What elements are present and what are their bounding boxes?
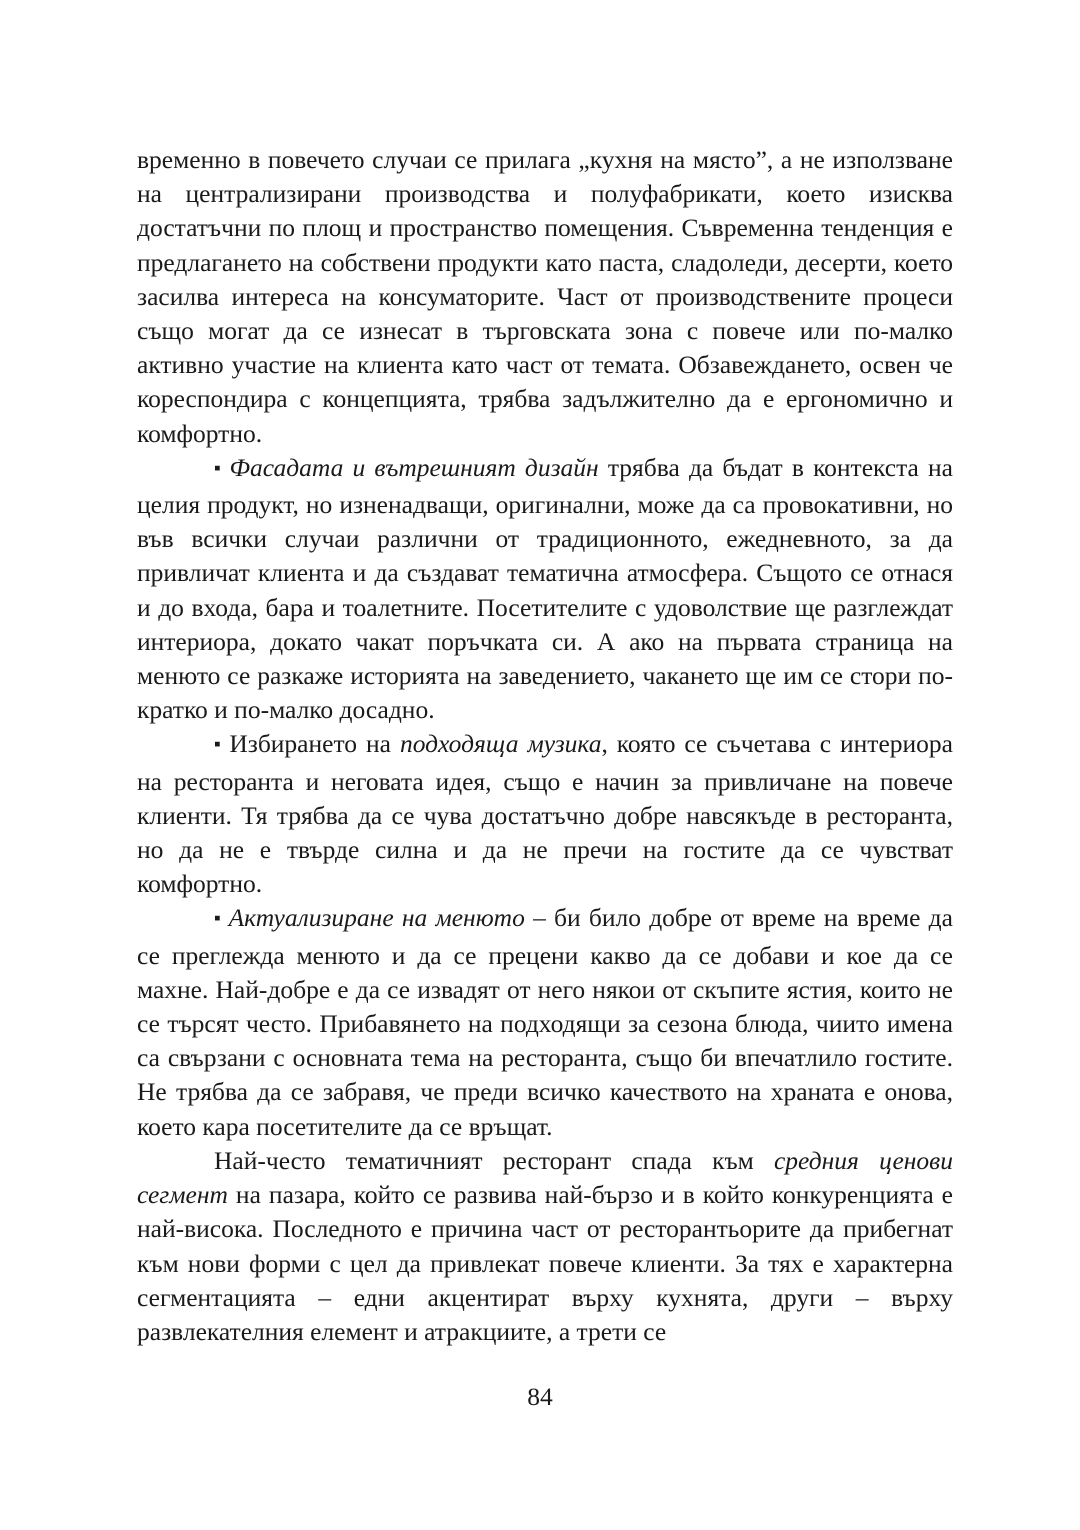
italic-term-facade: Фасадата и вътрешният дизайн bbox=[229, 452, 599, 482]
paragraph-music bbox=[137, 727, 953, 901]
paragraph-price-text-before: Най-често тематичният ресторант спада към bbox=[214, 1145, 774, 1175]
italic-term-music: подходяща музика bbox=[399, 729, 602, 759]
paragraph-price-text-after: на пазара, който се развива най-бързо и в който конкуренцията е най-висока. Последното е причина част от ресторантьорите да прибегнат към нови форми с цел да привлекат повече клиенти. За тях е характерна сегментацията – едни акцентират върху кухнята, други – върху развлекателния елемент и атракциите, а трети се bbox=[137, 1180, 953, 1346]
paragraph-price-segment bbox=[137, 1144, 953, 1349]
page-number: 84 bbox=[527, 1382, 553, 1411]
bullet-marker: ▪ bbox=[214, 908, 223, 930]
paragraph-music-text-after: , която се съчетава с интериора на ресторанта и неговата идея, също е начин за привличане на повече клиенти. Тя трябва да се чува достатъчно добре навсякъде в ресторанта, но да не е твърде силна и да не пречи на гостите да се чувстват комфортно. bbox=[137, 729, 953, 899]
bullet-marker: ▪ bbox=[214, 734, 224, 756]
paragraph-music-text-before: Избирането на bbox=[229, 729, 400, 759]
page-body bbox=[137, 143, 953, 1349]
italic-term-segment: средния ценови сегмент bbox=[137, 1145, 953, 1210]
paragraph-menu-text: – би било добре от време на време да се преглежда менюто и да се прецени какво да се добави и кое да се махне. Най-добре е да се извадят от него някои от скъпите ястия, които не се търсят често. Прибавянето на подходящи за сезона блюда, чиито имена са свързани с основната тема на ресторанта, също би впечатлило гостите. Не трябва да се забравя, че преди всичко качеството на храната е онова, което кара посетителите да се връщат. bbox=[137, 903, 953, 1141]
italic-term-menu: Актуализиране на менюто bbox=[228, 903, 525, 933]
paragraph-facade-text: трябва да бъдат в контекста на целия продукт, но изненадващи, оригинални, може да са провокативни, но във всички случаи различни от традиционното, ежедневното, за да привличат клиента и да създават тематична атмосфера. Същото се отнася и до входа, бара и тоалетните. Посетителите с удоволствие ще разглеждат интериора, докато чакат поръчката си. А ако на първата страница на менюто се разкаже историята на заведението, чакането ще им се стори по-кратко и по-малко досадно. bbox=[137, 452, 953, 725]
paragraph-menu bbox=[137, 901, 953, 1143]
bullet-marker: ▪ bbox=[214, 457, 224, 479]
paragraph-1: временно в повечето случаи се прилага „кухня на място”, а не използване на централизирани производства и полуфабрикати, което изисква достатъчни по площ и пространство помещения. Съвременна тенденция е предлагането на собствени продукти като паста, сладоледи, десерти, което засилва интереса на консуматорите. Част от производствените процеси също могат да се изнесат в търговската зона с повече или по-малко активно участие на клиента като част от темата. Обзавеждането, освен че кореспондира с концепцията, трябва задължително да е ергономично и комфортно. bbox=[137, 145, 953, 448]
paragraph-facade bbox=[137, 451, 953, 728]
